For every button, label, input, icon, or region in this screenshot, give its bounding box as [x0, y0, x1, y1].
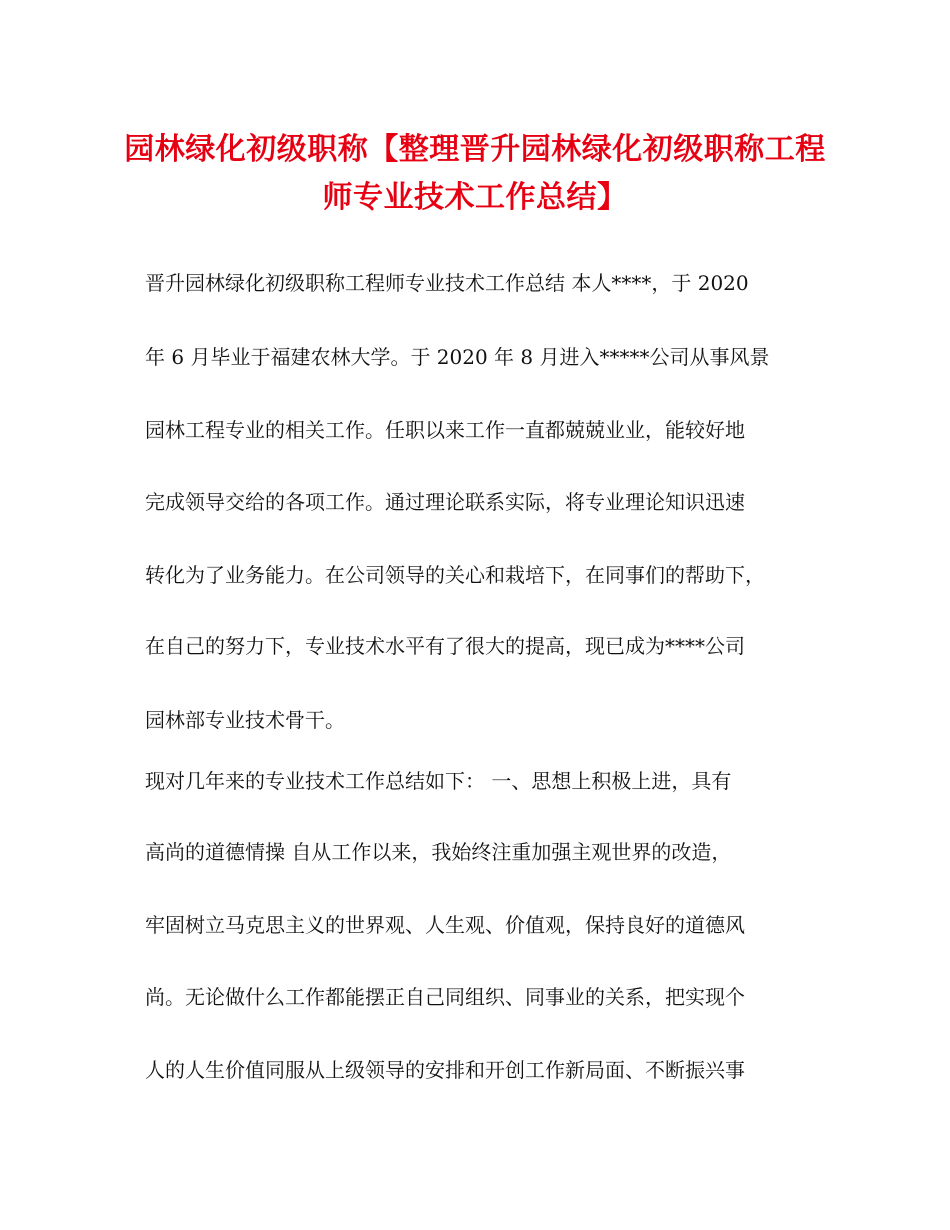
body-line: 晋升园林绿化初级职称工程师专业技术工作总结 本人****，于 2020 — [145, 271, 749, 295]
body-line: 现对几年来的专业技术工作总结如下： 一、思想上积极上进，具有 — [145, 769, 732, 793]
body-line: 高尚的道德情操 自从工作以来，我始终注重加强主观世界的改造， — [145, 840, 732, 864]
title-line-1: 园林绿化初级职称【整理晋升园林绿化初级职称工程 — [124, 132, 826, 167]
document-title — [120, 126, 830, 222]
body-line: 牢固树立马克思主义的世界观、人生观、价值观，保持良好的道德风 — [145, 913, 745, 937]
body-line: 人的人生价值同服从上级领导的安排和开创工作新局面、不断振兴事 — [145, 1058, 745, 1082]
body-line: 转化为了业务能力。在公司领导的关心和栽培下，在同事们的帮助下， — [145, 563, 765, 587]
body-line: 尚。无论做什么工作都能摆正自己同组织、同事业的关系，把实现个 — [145, 985, 745, 1009]
body-line: 园林工程专业的相关工作。任职以来工作一直都兢兢业业，能较好地 — [145, 418, 745, 442]
body-line: 完成领导交给的各项工作。通过理论联系实际，将专业理论知识迅速 — [145, 490, 745, 514]
body-line: 年 6 月毕业于福建农林大学。于 2020 年 8 月进入*****公司从事风景 — [145, 345, 770, 369]
body-line: 园林部专业技术骨干。 — [145, 708, 345, 732]
title-line-2: 师专业技术工作总结】 — [322, 180, 628, 215]
body-line: 在自己的努力下，专业技术水平有了很大的提高，现已成为****公司 — [145, 634, 745, 658]
